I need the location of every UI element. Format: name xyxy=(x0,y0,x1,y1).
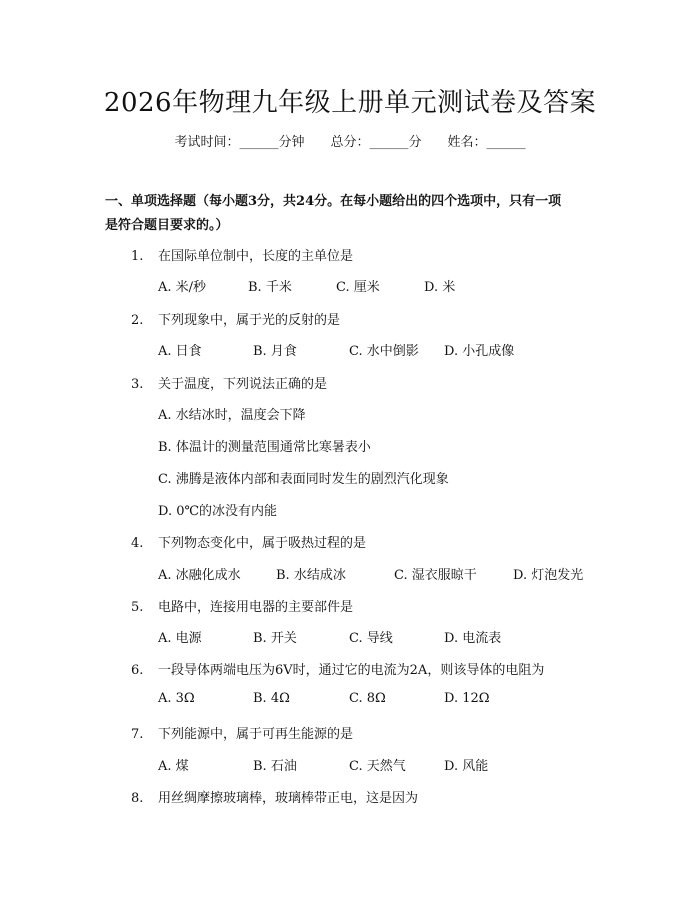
section-heading-line-2: 是符合题目要求的。） xyxy=(105,218,229,233)
question-number: 1. xyxy=(131,249,144,264)
question-3-option-c: C. 沸腾是液体内部和表面同时发生的剧烈汽化现象 xyxy=(158,472,449,487)
question-text: 一段导体两端电压为6V时，通过它的电流为2A，则该导体的电阻为 xyxy=(158,663,545,678)
option-d: D. 小孔成像 xyxy=(444,344,515,359)
option-a: A. 3Ω xyxy=(158,691,195,706)
option-c: C. 水中倒影 xyxy=(349,344,419,359)
question-text: 电路中，连接用电器的主要部件是 xyxy=(158,600,354,615)
question-text: 下列现象中，属于光的反射的是 xyxy=(158,313,341,328)
question-text: 关于温度，下列说法正确的是 xyxy=(158,377,328,392)
option-d: D. 灯泡发光 xyxy=(513,568,584,583)
option-a: A. 电源 xyxy=(158,631,202,646)
option-d: D. 电流表 xyxy=(444,631,502,646)
question-text: 下列能源中，属于可再生能源的是 xyxy=(158,727,354,742)
option-c: C. 厘米 xyxy=(336,280,380,295)
exam-info-line xyxy=(0,131,700,150)
question-text: 在国际单位制中，长度的主单位是 xyxy=(158,249,354,264)
question-2 xyxy=(131,309,340,328)
option-c: C. 湿衣服晾干 xyxy=(394,568,477,583)
question-number: 2. xyxy=(131,313,144,328)
option-b: B. 4Ω xyxy=(253,691,290,706)
exam-time-field: 考试时间：______分钟 xyxy=(174,135,305,150)
total-score-field: 总分：______分 xyxy=(330,135,422,150)
question-6 xyxy=(131,659,544,678)
option-d: D. 风能 xyxy=(444,759,489,774)
option-a: A. 日食 xyxy=(158,344,202,359)
question-number: 7. xyxy=(131,727,144,742)
question-number: 3. xyxy=(131,377,144,392)
question-3 xyxy=(131,373,327,392)
option-d: D. 12Ω xyxy=(444,691,490,706)
page-title: 2026年物理九年级上册单元测试卷及答案 xyxy=(103,88,597,118)
option-a: A. 煤 xyxy=(158,759,189,774)
option-b: B. 月食 xyxy=(253,344,297,359)
option-b: B. 石油 xyxy=(253,759,297,774)
question-number: 8. xyxy=(131,791,144,806)
question-7 xyxy=(131,723,353,742)
question-number: 5. xyxy=(131,600,144,615)
student-name-field: 姓名：______ xyxy=(447,135,526,150)
option-b: B. 水结成冰 xyxy=(276,568,346,583)
question-3-option-b: B. 体温计的测量范围通常比寒暑表小 xyxy=(158,440,371,455)
question-number: 6. xyxy=(131,663,144,678)
option-c: C. 8Ω xyxy=(349,691,386,706)
section-heading xyxy=(105,190,605,238)
question-3-option-a: A. 水结冰时，温度会下降 xyxy=(158,408,306,423)
option-a: A. 米/秒 xyxy=(158,280,207,295)
question-5 xyxy=(131,596,353,615)
question-1 xyxy=(131,245,353,264)
option-b: B. 千米 xyxy=(248,280,292,295)
question-4 xyxy=(131,532,366,551)
question-8 xyxy=(131,787,418,806)
question-number: 4. xyxy=(131,536,144,551)
question-text: 下列物态变化中，属于吸热过程的是 xyxy=(158,536,367,551)
option-a: A. 冰融化成水 xyxy=(158,568,241,583)
option-d: D. 米 xyxy=(424,280,456,295)
question-3-option-d: D. 0℃的冰没有内能 xyxy=(158,504,278,519)
option-c: C. 天然气 xyxy=(349,759,406,774)
question-text: 用丝绸摩擦玻璃棒，玻璃棒带正电，这是因为 xyxy=(158,791,419,806)
option-c: C. 导线 xyxy=(349,631,393,646)
option-b: B. 开关 xyxy=(253,631,297,646)
section-heading-line-1: 一、单项选择题（每小题3分，共24分。在每小题给出的四个选项中，只有一项 xyxy=(105,194,562,209)
